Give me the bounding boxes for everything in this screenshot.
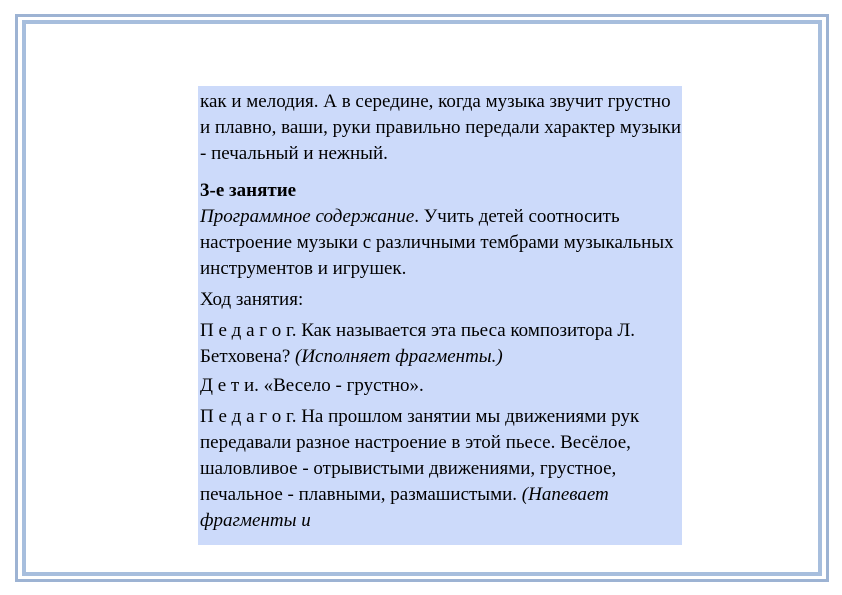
program-text: . Учить детей соотносить настроение музыки с различными тембрами музыкальных инструментов и игрушек.: [200, 206, 674, 279]
text-content-box: [198, 86, 682, 545]
paragraph-lesson-flow: Ход занятия:: [200, 289, 304, 310]
lesson-heading: 3-е занятие: [200, 180, 297, 201]
paragraph-melody: как и мелодия. А в середине, когда музыка звучит грустно и плавно, ваши, руки правильно передали характер музыки - печальный и нежный.: [200, 91, 682, 164]
teacher-explanation-note: (Напевает фрагменты и: [200, 484, 609, 531]
program-label: Программное содержание: [200, 206, 415, 227]
paragraph-teacher-explanation: [200, 404, 682, 534]
teacher-explanation-text: П е д а г о г. На прошлом занятии мы движениями рук передавали разное настроение в этой пьесе. Весёлое, шаловливое - отрывистыми движениями, грустное, печальное - плавными, размашистыми.: [200, 406, 640, 505]
teacher-question-note: (Исполняет фрагменты.): [295, 346, 503, 367]
paragraph-teacher-question: [200, 318, 682, 370]
paragraph-program: [200, 204, 682, 282]
paragraph-children-answer: Д е т и. «Весело - грустно».: [200, 375, 424, 396]
teacher-question-text: П е д а г о г. Как называется эта пьеса композитора Л. Бетховена?: [200, 320, 636, 367]
